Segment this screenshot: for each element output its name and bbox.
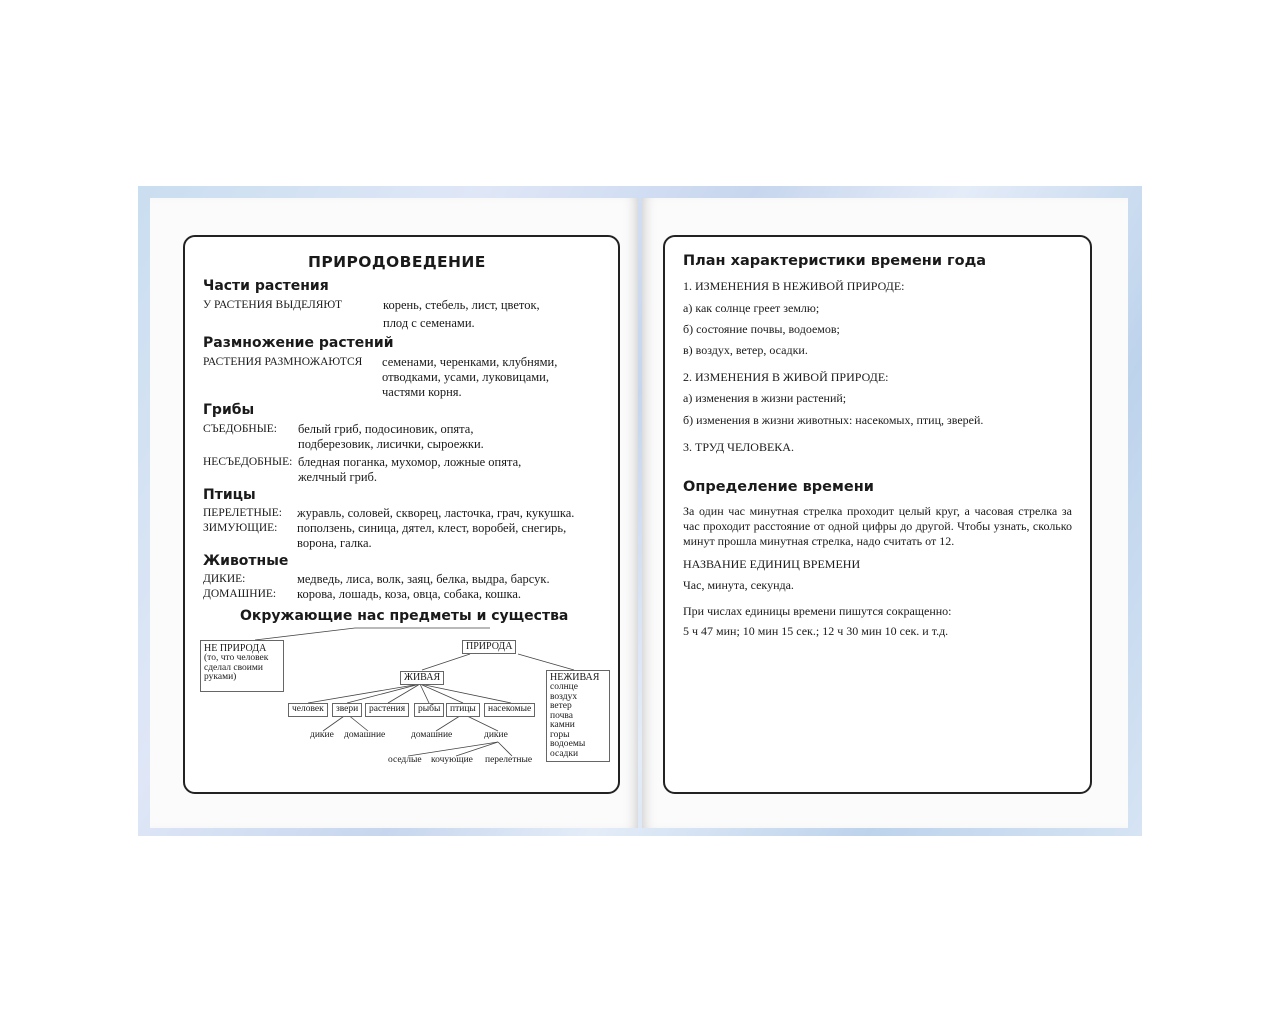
nonliving-item: солнце xyxy=(550,682,578,692)
nonliving-item: почва xyxy=(550,710,573,721)
section-living: 2. ИЗМЕНЕНИЯ В ЖИВОЙ ПРИРОДЕ: xyxy=(683,370,889,384)
living-item-plants: растения xyxy=(365,703,409,717)
nonliving-item: ветер xyxy=(550,701,572,711)
living-item-fish: рыбы xyxy=(414,703,444,717)
item-air: в) воздух, ветер, осадки. xyxy=(683,343,808,357)
wintering-label: ЗИМУЮЩИЕ: xyxy=(203,522,278,534)
nonliving-box xyxy=(546,670,610,762)
item-animals: б) изменения в жизни животных: насекомых, птиц, зверей. xyxy=(683,413,984,427)
inedible-line: желчный гриб. xyxy=(298,470,377,484)
living-item-insects: насекомые xyxy=(484,703,535,717)
birds-heading: Птицы xyxy=(203,487,256,503)
edible-line: белый гриб, подосиновик, опята, xyxy=(298,422,474,436)
nonliving-label: НЕЖИВАЯ xyxy=(550,672,600,683)
not-nature-note: (то, что человек xyxy=(204,653,269,663)
nonliving-item: водоемы xyxy=(550,739,586,749)
plant-parts-heading: Части растения xyxy=(203,278,329,294)
birds-wild: дикие xyxy=(484,730,508,740)
wild-label: ДИКИЕ: xyxy=(203,573,246,585)
migratory-list: журавль, соловей, скворец, ласточка, грач, кукушка. xyxy=(297,506,575,520)
not-nature-note: руками) xyxy=(204,672,237,682)
not-nature-note: сделал своими xyxy=(204,662,263,673)
edible-line: подберезовик, лисички, сыроежки. xyxy=(298,437,484,451)
inedible-label: НЕСЪЕДОБНЫЕ: xyxy=(203,456,293,468)
season-plan-title: План характеристики времени года xyxy=(683,253,987,269)
wild-birds-migratory: перелетные xyxy=(485,755,533,765)
abbr-note: При числах единицы времени пишутся сокращенно: xyxy=(683,604,952,618)
reproduction-heading: Размножение растений xyxy=(203,335,394,351)
plant-parts-label: У РАСТЕНИЯ ВЫДЕЛЯЮТ xyxy=(203,299,342,311)
reproduction-label: РАСТЕНИЯ РАЗМНОЖАЮТСЯ xyxy=(203,356,363,368)
living-box: ЖИВАЯ xyxy=(400,671,444,685)
nonliving-item: камни xyxy=(550,720,575,730)
nature-studies-title: ПРИРОДОВЕДЕНИЕ xyxy=(308,253,486,271)
units-title: НАЗВАНИЕ ЕДИНИЦ ВРЕМЕНИ xyxy=(683,557,861,571)
living-item-human: человек xyxy=(288,703,328,717)
domestic-list: корова, лошадь, коза, овца, собака, кошка. xyxy=(297,587,522,601)
edible-label: СЪЕДОБНЫЕ: xyxy=(203,423,277,435)
units-list: Час, минута, секунда. xyxy=(683,578,794,592)
plant-parts-line: плод с семенами. xyxy=(383,316,475,330)
beasts-wild: дикие xyxy=(310,730,334,740)
living-item-beasts: звери xyxy=(332,703,362,717)
wild-list: медведь, лиса, волк, заяц, белка, выдра, барсук. xyxy=(297,572,550,586)
nonliving-item: осадки xyxy=(550,748,579,759)
item-sun: а) как солнце греет землю; xyxy=(683,301,820,315)
reproduction-line: отводками, усами, луковицами, xyxy=(382,370,549,384)
wintering-line: поползень, синица, дятел, клест, воробей, снегирь, xyxy=(297,521,567,535)
nature-box: ПРИРОДА xyxy=(462,640,516,654)
domestic-label: ДОМАШНИЕ: xyxy=(203,588,277,600)
reproduction-line: частями корня. xyxy=(382,385,462,399)
plant-parts-line: корень, стебель, лист, цветок, xyxy=(383,298,540,312)
time-title: Определение времени xyxy=(683,479,874,495)
not-nature-label: НЕ ПРИРОДА xyxy=(204,643,267,654)
living-item-birds: птицы xyxy=(446,703,480,717)
wild-birds-nomadic: кочующие xyxy=(431,755,473,765)
abbr-example: 5 ч 47 мин; 10 мин 15 сек.; 12 ч 30 мин 10 сек. и т.д. xyxy=(683,624,949,638)
diagram-heading: Окружающие нас предметы и существа xyxy=(240,608,569,624)
section-labor: 3. ТРУД ЧЕЛОВЕКА. xyxy=(683,440,794,454)
time-paragraph: За один час минутная стрелка проходит целый круг, а часовая стрелка за час проходит расстояние от одной цифры до другой. Чтобы узнать, сколько минут прошла минутная стрелка, надо считать от 12. xyxy=(683,504,1072,548)
item-plants: а) изменения в жизни растений; xyxy=(683,391,847,405)
migratory-label: ПЕРЕЛЕТНЫЕ: xyxy=(203,507,283,519)
nonliving-item: воздух xyxy=(550,691,578,702)
section-nonliving: 1. ИЗМЕНЕНИЯ В НЕЖИВОЙ ПРИРОДЕ: xyxy=(683,279,905,293)
wintering-line: ворона, галка. xyxy=(297,536,372,550)
wild-birds-resident: оседлые xyxy=(388,755,422,765)
beasts-domestic: домашние xyxy=(344,730,386,740)
birds-domestic: домашние xyxy=(411,730,453,740)
nonliving-item: горы xyxy=(550,729,570,740)
item-soil: б) состояние почвы, водоемов; xyxy=(683,322,840,336)
not-nature-box xyxy=(200,640,284,692)
reproduction-line: семенами, черенками, клубнями, xyxy=(382,355,558,369)
animals-heading: Животные xyxy=(203,553,289,569)
inedible-line: бледная поганка, мухомор, ложные опята, xyxy=(298,455,522,469)
mushrooms-heading: Грибы xyxy=(203,402,255,418)
